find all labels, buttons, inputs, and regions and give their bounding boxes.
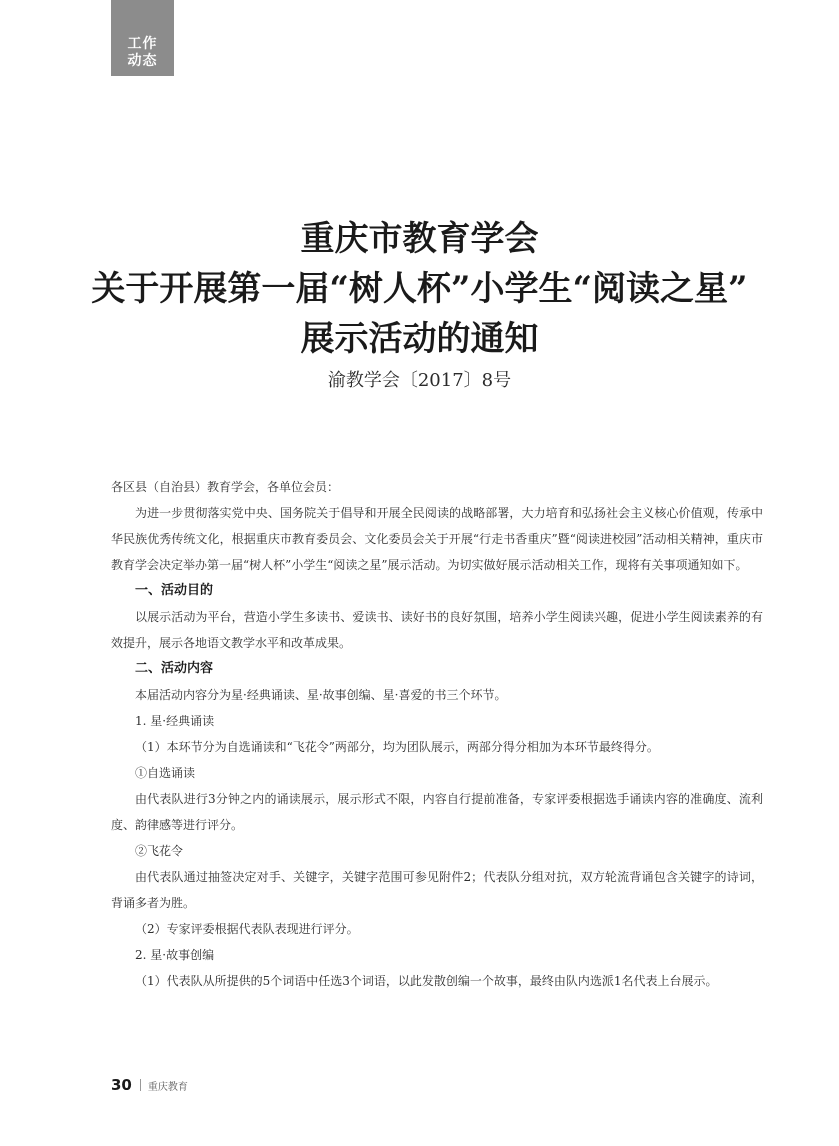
item-1-b-title: ②飞花令	[135, 844, 184, 858]
intro-paragraph: 为进一步贯彻落实党中央、国务院关于倡导和开展全民阅读的战略部署，大力培育和弘扬社会主义核心价值观，传承中华民族优秀传统文化，根据重庆市教育委员会、文化委员会关于开展“行走书香重庆”暨“阅读进校园”活动相关精神，重庆市教育学会决定举办第一届“树人杯”小学生“阅读之星”展示活动。为切实做好展示活动相关工作，现将有关事项通知如下。	[111, 506, 763, 572]
item-2-title: 2. 星·故事创编	[135, 948, 215, 962]
section-heading-purpose: 一、活动目的	[135, 583, 214, 598]
document-title	[0, 214, 839, 364]
purpose-paragraph: 以展示活动为平台，营造小学生多读书、爱读书、读好书的良好氛围，培养小学生阅读兴趣，促进小学生阅读素养的有效提升，展示各地语文教学水平和改革成果。	[111, 610, 763, 650]
page-number: 30	[111, 1076, 132, 1094]
section-heading-content: 二、活动内容	[135, 661, 214, 676]
content-intro-paragraph: 本届活动内容分为星·经典诵读、星·故事创编、星·喜爱的书三个环节。	[135, 688, 507, 702]
item-1-b-text: 由代表队通过抽签决定对手、关键字，关键字范围可参见附件2；代表队分组对抗，双方轮流背诵包含关键字的诗词，背诵多者为胜。	[111, 870, 763, 910]
section-tab-line2: 动态	[127, 53, 158, 69]
journal-name: 重庆教育	[147, 1082, 188, 1093]
item-1-a-text: 由代表队进行3分钟之内的诵读展示，展示形式不限，内容自行提前准备，专家评委根据选手诵读内容的准确度、流利度、韵律感等进行评分。	[111, 792, 763, 832]
item-1-a-title: ①自选诵读	[135, 766, 196, 780]
title-line-2: 关于开展第一届“树人杯”小学生“阅读之星”	[91, 269, 748, 309]
document-body	[111, 474, 763, 994]
section-tab-line1: 工作	[127, 36, 158, 52]
item-1-sub-1: （1）本环节分为自选诵读和“飞花令”两部分，均为团队展示，两部分得分相加为本环节最终得分。	[135, 740, 659, 754]
title-line-1: 重庆市教育学会	[300, 219, 539, 259]
item-1-sub-2: （2）专家评委根据代表队表现进行评分。	[135, 922, 359, 936]
section-tab	[111, 0, 174, 76]
item-1-title: 1. 星·经典诵读	[135, 714, 215, 728]
item-2-sub-1: （1）代表队从所提供的5个词语中任选3个词语，以此发散创编一个故事，最终由队内选派1名代表上台展示。	[135, 974, 718, 988]
title-line-3: 展示活动的通知	[300, 319, 539, 359]
document-number: 渝教学会〔2017〕8号	[327, 370, 512, 391]
salutation: 各区县（自治县）教育学会，各单位会员：	[111, 480, 340, 494]
page-footer	[111, 1076, 188, 1094]
footer-divider	[140, 1079, 141, 1091]
